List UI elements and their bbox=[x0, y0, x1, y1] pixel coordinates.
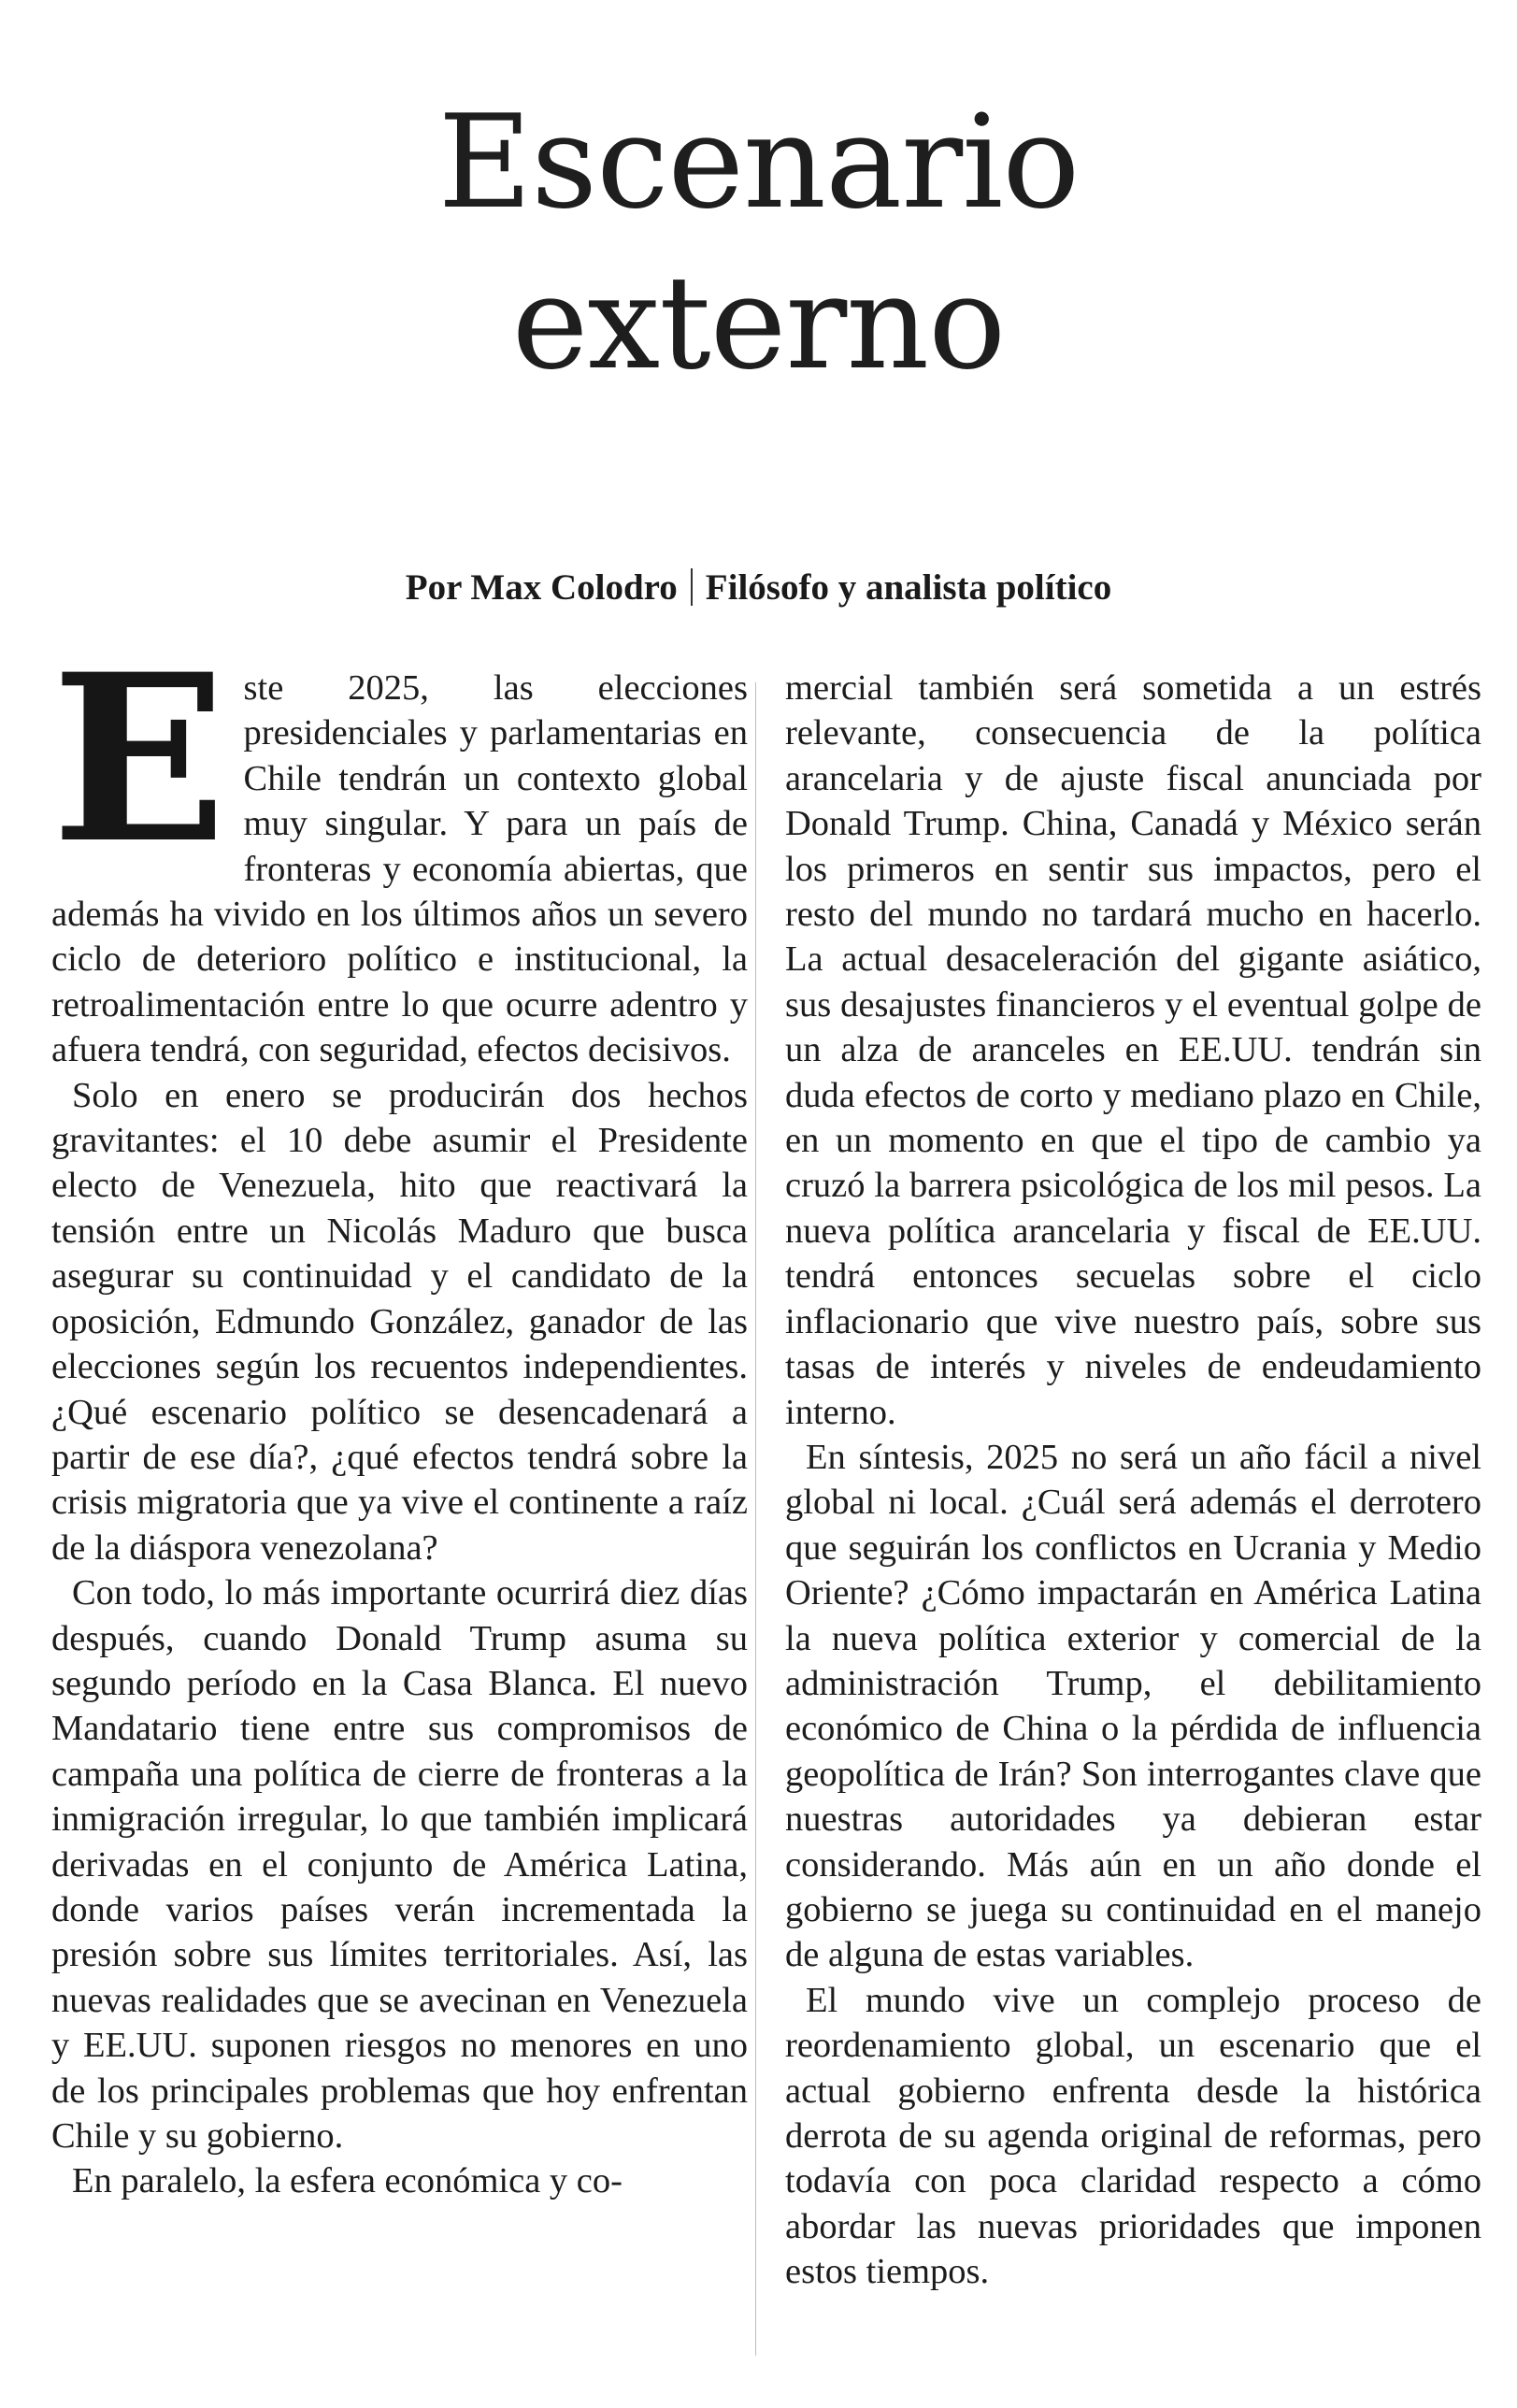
byline bbox=[0, 566, 1517, 609]
article-column-left bbox=[51, 624, 748, 2204]
drop-cap: E bbox=[51, 624, 227, 895]
paragraph-4-continued: mercial también será sometida a un estrés relevante, consecuencia de la política arancelaria y de ajuste fiscal anunciada por Donald Trump. China, Canadá y México serán los primeros en sentir sus impactos, pero el resto del mundo no tardará mucho en hacerlo. La actual desaceleración del gigante asiático, sus desajustes financieros y el eventual golpe de un alza de aranceles en EE.UU. tendrán sin duda efectos de corto y mediano plazo en Chile, en un momento en que el tipo de cambio ya cruzó la barrera psicológica de los mil pesos. La nueva política arancelaria y fiscal de EE.UU. tendrá entonces secuelas sobre el ciclo inflacionario que vive nuestro país, sobre sus tasas de interés y niveles de endeudamiento interno. bbox=[785, 668, 1481, 1432]
column-divider bbox=[755, 682, 756, 2356]
byline-role: Filósofo y analista político bbox=[705, 567, 1112, 608]
title-line-2: externo bbox=[511, 248, 1006, 398]
paragraph-4-start: En paralelo, la esfera económica y co- bbox=[72, 2161, 623, 2201]
paragraph-6: El mundo vive un complejo proceso de reordenamiento global, un escenario que el actual gobierno enfrenta desde la histórica derrota de su agenda original de reformas, pero todavía con poca claridad respecto a cómo abordar las nuevas prioridades que imponen estos tiempos. bbox=[785, 1980, 1481, 2292]
paragraph-5: En síntesis, 2025 no será un año fácil a nivel global ni local. ¿Cuál será además el derrotero que seguirán los conflictos en Ucrania y Medio Oriente? ¿Cómo impactarán en América Latina la nueva política exterior y comercial de la administración Trump, el debilitamiento económico de China o la pérdida de influencia geopolítica de Irán? Son interrogantes clave que nuestras autoridades ya debieran estar considerando. Más aún en un año donde el gobierno se juega su continuidad en el manejo de alguna de estas variables. bbox=[785, 1437, 1481, 1975]
title-line-1: Escenario bbox=[437, 87, 1080, 237]
paragraph-2: Solo en enero se producirán dos hechos gravitantes: el 10 debe asumir el Presidente electo de Venezuela, hito que reactivará la tensión entre un Nicolás Maduro que busca asegurar su continuidad y el candidato de la oposición, Edmundo González, ganador de las elecciones según los recuentos independientes. ¿Qué escenario político se desencadenará a partir de ese día?, ¿qué efectos tendrá sobre la crisis migratoria que ya vive el continente a raíz de la diáspora venezolana? bbox=[51, 1075, 748, 1568]
article-title bbox=[0, 82, 1517, 404]
paragraph-3: Con todo, lo más importante ocurrirá diez días después, cuando Donald Trump asuma su segundo período en la Casa Blanca. El nuevo Mandatario tiene entre sus compromisos de campaña una política de cierre de fronteras a la inmigración irregular, lo que también implicará derivadas en el conjunto de América Latina, donde varios países verán incrementada la presión sobre sus límites territoriales. Así, las nuevas realidades que se avecinan en Venezuela y EE.UU. suponen riesgos no menores en uno de los principales problemas que hoy enfrentan Chile y su gobierno. bbox=[51, 1573, 748, 2156]
byline-author: Por Max Colodro bbox=[405, 567, 678, 608]
article-column-right bbox=[785, 666, 1481, 2295]
byline-separator bbox=[691, 568, 693, 606]
paragraph-1-text: ste 2025, las elecciones presidenciales y parlamentarias en Chile tendrán un contexto global muy singular. Y para un país de fronteras y economía abiertas, que además ha vivido en los últimos años un severo ciclo de deterioro político e institucional, la retroalimentación entre lo que ocurre adentro y afuera tendrá, con seguridad, efectos decisivos. bbox=[51, 668, 748, 1070]
paragraph-1 bbox=[51, 624, 748, 1073]
